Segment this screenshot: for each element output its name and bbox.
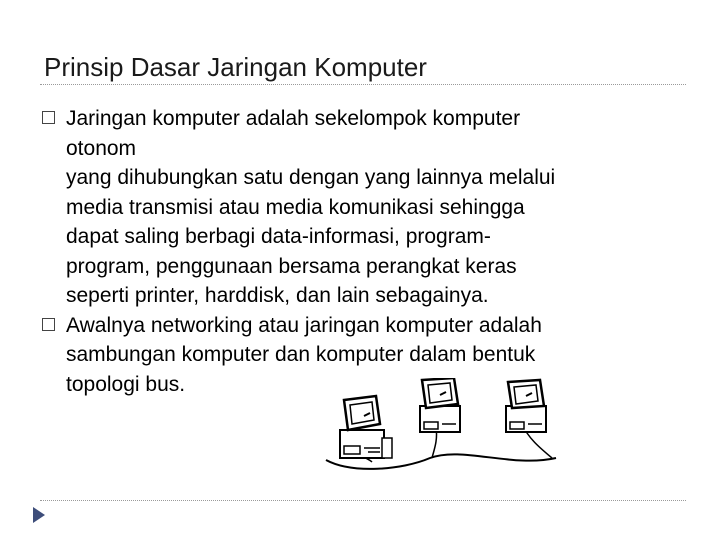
text-line: Jaringan komputer adalah sekelompok komputer <box>66 107 521 130</box>
computer-2-icon <box>420 378 460 432</box>
text-line: dapat saling berbagi data-informasi, program- <box>66 225 491 248</box>
text-line: otonom <box>66 136 137 160</box>
title-divider <box>40 84 686 85</box>
text-line: seperti printer, harddisk, dan lain sebagainya. <box>66 284 489 307</box>
next-slide-arrow-icon[interactable] <box>33 507 45 523</box>
bus-topology-computers-icon <box>312 378 570 473</box>
bullet-box-icon <box>42 318 55 331</box>
footer-divider <box>40 500 686 501</box>
slide-body <box>46 104 706 399</box>
text-line: yang dihubungkan satu dengan yang lainnya melalui <box>66 166 556 189</box>
bullet-paragraph-1 <box>46 104 706 311</box>
text-line: program, penggunaan bersama perangkat keras <box>66 254 517 278</box>
text-line: media transmisi atau media komunikasi sehingga <box>66 195 525 219</box>
bullet-box-icon <box>42 111 55 124</box>
text-line: topologi bus. <box>66 372 186 396</box>
slide-title: Prinsip Dasar Jaringan Komputer <box>44 52 427 82</box>
text-line: Awalnya networking atau jaringan komputer adalah <box>66 313 542 337</box>
computer-3-icon <box>506 380 546 432</box>
text-line: sambungan komputer dan komputer dalam bentuk <box>66 343 536 366</box>
